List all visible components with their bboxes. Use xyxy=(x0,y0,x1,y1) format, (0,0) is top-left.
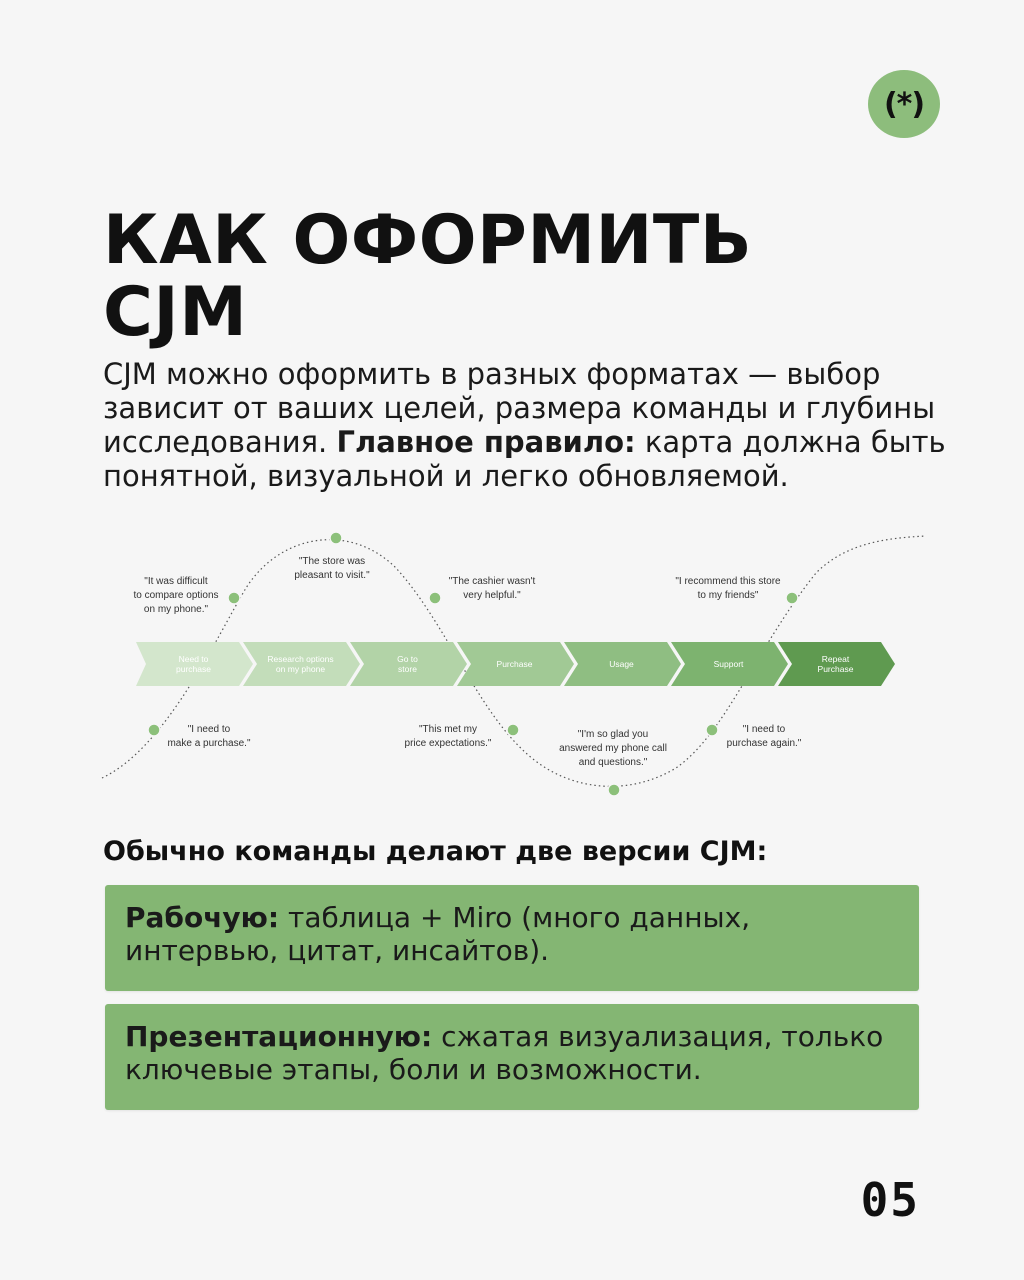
work-version-card xyxy=(105,885,919,991)
presentation-version-text: сжатая визуализация, только ключевые этапы, боли и возможности. xyxy=(125,1020,884,1086)
presentation-version-card xyxy=(105,1004,919,1110)
intro-paragraph xyxy=(103,357,953,493)
title-line-2: CJM xyxy=(103,273,248,352)
customer-journey-map xyxy=(96,528,926,808)
stage-label-3: Go to store xyxy=(397,654,418,674)
quote-4: "I recommend this store to my friends" xyxy=(675,576,781,601)
title-line-1: КАК ОФОРМИТЬ xyxy=(103,201,753,280)
stage-arrows xyxy=(136,642,895,686)
page-number: 05 xyxy=(860,1173,920,1227)
quote-1: "It was difficult to compare options on my phone." xyxy=(133,576,219,615)
touchpoint-dot-4 xyxy=(786,592,798,604)
touchpoint-dot-7 xyxy=(608,784,620,796)
quote-2: "The store was pleasant to visit." xyxy=(294,556,370,581)
intro-text-2: карта должна быть понятной, визуальной и легко обновляемой. xyxy=(103,425,946,493)
presentation-version-title: Презентационную: xyxy=(125,1020,433,1053)
touchpoint-dot-6 xyxy=(507,724,519,736)
quote-6: "This met my price expectations." xyxy=(404,724,492,749)
touchpoint-dot-3 xyxy=(429,592,441,604)
intro-bold-rule: Главное правило: xyxy=(336,425,636,459)
stage-label-6: Support xyxy=(713,659,744,669)
work-version-title: Рабочую: xyxy=(125,901,280,934)
intro-text-1: CJM можно оформить в разных форматах — выбор зависит от ваших целей, размера команды и глубины исследования. xyxy=(103,357,936,459)
stage-label-7: Repeat Purchase xyxy=(817,654,854,674)
quote-5: "I need to make a purchase." xyxy=(167,724,251,749)
stage-label-1: Need to purchase xyxy=(176,654,211,674)
stage-label-5: Usage xyxy=(609,659,634,669)
stage-label-2: Research options on my phone xyxy=(267,654,334,674)
touchpoint-dot-8 xyxy=(706,724,718,736)
quote-3: "The cashier wasn't very helpful." xyxy=(448,576,536,601)
quote-7: "I'm so glad you answered my phone call and questions." xyxy=(559,729,667,768)
touchpoint-dot-1 xyxy=(228,592,240,604)
work-version-text: таблица + Miro (много данных, интервью, цитат, инсайтов). xyxy=(125,901,751,967)
touchpoint-dot-2 xyxy=(330,532,342,544)
touchpoint-dot-5 xyxy=(148,724,160,736)
versions-heading: Обычно команды делают две версии CJM: xyxy=(103,836,768,867)
quote-8: "I need to purchase again." xyxy=(726,724,802,749)
stage-label-4: Purchase xyxy=(496,659,533,669)
asterisk-badge-icon: (*) xyxy=(868,70,940,138)
page-title xyxy=(103,201,753,352)
